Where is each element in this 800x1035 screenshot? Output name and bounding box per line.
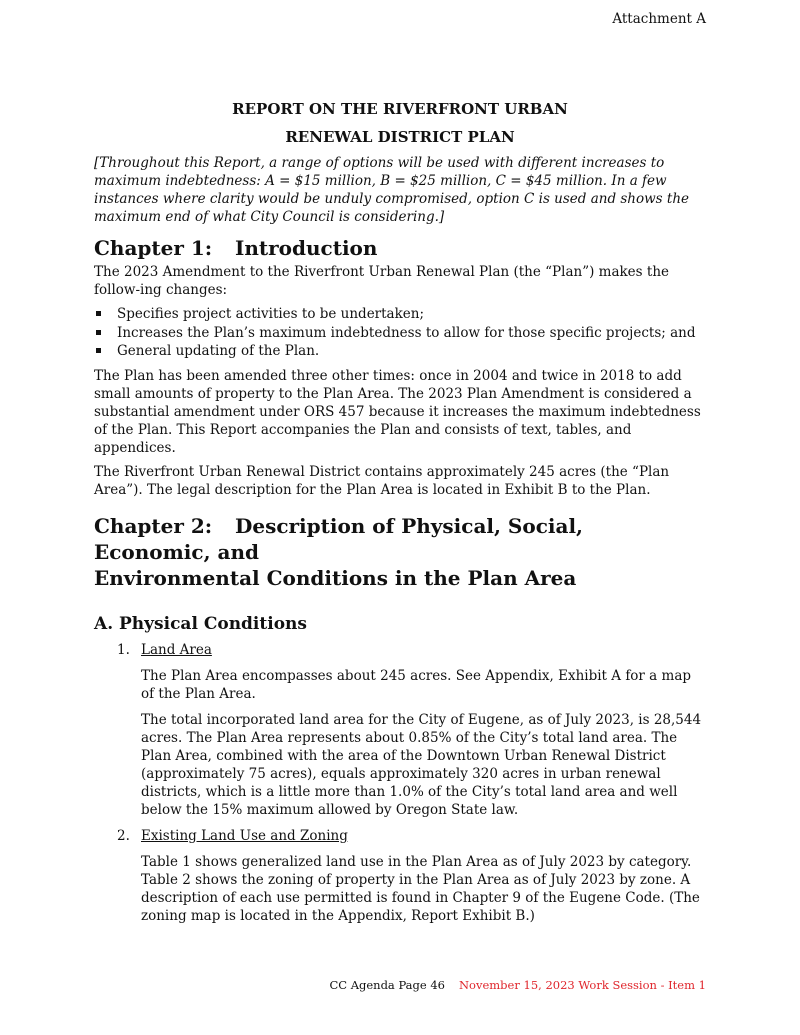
title-line-2: RENEWAL DISTRICT PLAN <box>285 128 515 146</box>
chapter-2-number: Chapter 2: <box>94 513 213 538</box>
section-a-heading: A. Physical Conditions <box>94 613 307 634</box>
item-number: 1. <box>117 641 130 658</box>
chapter-1-para-3: The Riverfront Urban Renewal District contains approximately 245 acres (the “Plan Area”). The legal description for the Plan Area is located in Exhibit B to the Plan. <box>94 463 670 498</box>
item-paragraph: The Plan Area encompasses about 245 acres. See Appendix, Exhibit A for a map of the Plan Area. <box>141 667 692 702</box>
list-item: Specifies project activities to be undertaken; <box>94 305 706 324</box>
document-body <box>94 154 706 933</box>
bullet-square-icon <box>96 348 101 353</box>
numbered-item-land-use <box>94 827 706 925</box>
item-heading: Land Area <box>141 641 212 658</box>
list-item: General updating of the Plan. <box>94 342 706 361</box>
chapter-1-number: Chapter 1: <box>94 236 213 260</box>
item-heading: Existing Land Use and Zoning <box>141 827 348 844</box>
footer-session: November 15, 2023 Work Session - Item 1 <box>458 978 706 992</box>
chapter-2-title-line-1: Description of Physical, Social, Economic, and <box>94 513 584 564</box>
intro-note: [Throughout this Report, a range of options will be used with different increases to maximum indebtedness: A = $15 million, B = $25 million, C = $45 million. In a few instances where clarity would be unduly compromised, option C is used and shows the maximum end of what City Council is considering.] <box>94 155 690 225</box>
report-title <box>94 95 706 151</box>
list-item: Increases the Plan’s maximum indebtedness to allow for those specific projects; and <box>94 324 706 343</box>
item-paragraph: Table 1 shows generalized land use in the Plan Area as of July 2023 by category. Table 2 shows the zoning of property in the Plan Area as of July 2023 by zone. A description of each use permitted is found in Chapter 9 of the Eugene Code. (The zoning map is located in the Appendix, Report Exhibit B.) <box>141 853 700 924</box>
item-paragraph: The total incorporated land area for the City of Eugene, as of July 2023, is 28,544 acres. The Plan Area represents about 0.85% of the City’s total land area. The Plan Area, combined with the area of the Downtown Urban Renewal District (approximately 75 acres), equals approximately 320 acres in urban renewal districts, which is a little more than 1.0% of the City’s total land area and well below the 15% maximum allowed by Oregon State law. <box>141 711 702 818</box>
title-line-1: REPORT ON THE RIVERFRONT URBAN <box>232 100 568 118</box>
page-footer <box>329 978 706 992</box>
numbered-item-land-area <box>94 641 706 819</box>
changes-list <box>94 305 706 361</box>
item-number: 2. <box>117 827 130 844</box>
chapter-1-heading <box>94 235 706 261</box>
chapter-2-heading <box>94 513 706 591</box>
footer-page-number: CC Agenda Page 46 <box>329 978 445 992</box>
attachment-label: Attachment A <box>612 11 706 27</box>
bullet-square-icon <box>96 311 101 316</box>
chapter-1-para-2: The Plan has been amended three other times: once in 2004 and twice in 2018 to add small amounts of property to the Plan Area. The 2023 Plan Amendment is considered a substantial amendment under ORS 457 because it increases the maximum indebtedness of the Plan. This Report accompanies the Plan and consists of text, tables, and appendices. <box>94 367 701 456</box>
chapter-1-title: Introduction <box>235 236 378 260</box>
bullet-square-icon <box>96 330 101 335</box>
chapter-2-title-line-2: Environmental Conditions in the Plan Area <box>94 565 577 590</box>
chapter-1-para-1: The 2023 Amendment to the Riverfront Urban Renewal Plan (the “Plan”) makes the follow-ing changes: <box>94 264 670 298</box>
